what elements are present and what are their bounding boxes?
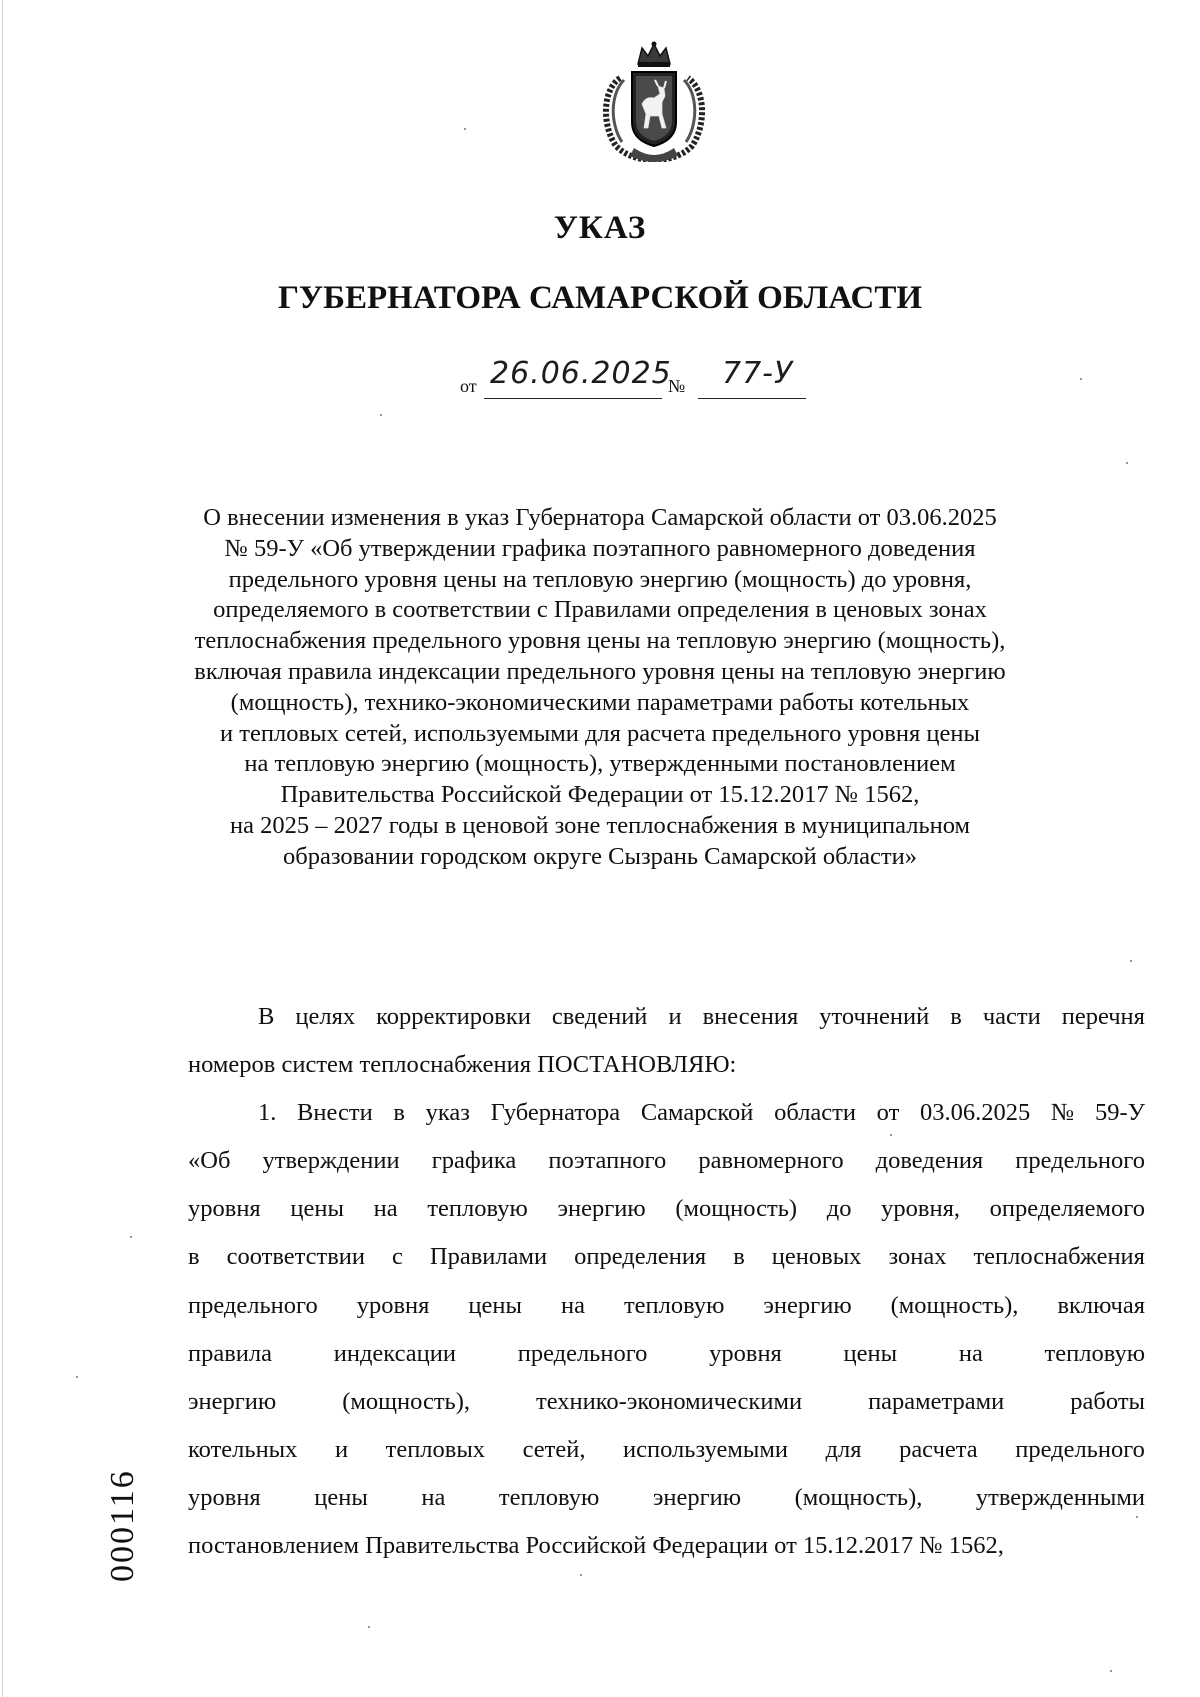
body-word: тепловую xyxy=(1044,1339,1145,1367)
body-line xyxy=(188,1089,1145,1137)
body-line xyxy=(188,1474,1145,1522)
subject-line: на 2025 – 2027 годы в ценовой зоне теплоснабжения в муниципальном xyxy=(229,811,971,839)
body-word: 59-У xyxy=(1094,1099,1145,1127)
scan-speck xyxy=(580,1574,582,1576)
date-underline xyxy=(484,398,662,399)
body-word: корректировки xyxy=(376,1003,531,1030)
body-word: тепловую xyxy=(427,1195,528,1223)
scan-speck xyxy=(1126,462,1128,464)
subject-line: включая правила индексации предельного уровня цены на тепловую энергию xyxy=(194,657,1006,685)
body-word: правила xyxy=(188,1339,273,1367)
body-word: включая xyxy=(1057,1291,1145,1319)
body-line xyxy=(188,1233,1145,1281)
body-word: уровня xyxy=(356,1291,430,1319)
body-word: тепловых xyxy=(385,1435,486,1463)
body-word: на xyxy=(373,1195,398,1223)
body-word: зонах xyxy=(888,1243,947,1271)
body-word: утвержденными xyxy=(975,1483,1145,1511)
body-word: № xyxy=(1050,1099,1075,1127)
body-word: тепловую xyxy=(498,1483,600,1511)
date-prefix: от xyxy=(460,376,477,396)
body-word: расчета xyxy=(899,1435,978,1463)
number-underline xyxy=(698,398,806,399)
body-line xyxy=(188,1426,1145,1474)
body-line: постановлением Правительства Российской Федерации от 15.12.2017 № 1562, xyxy=(188,1532,1004,1560)
body-word: параметрами xyxy=(868,1387,1005,1415)
body-word: уровня xyxy=(188,1195,261,1223)
body-word: котельных xyxy=(188,1435,298,1463)
body-word: уровня, xyxy=(881,1195,960,1223)
body-word: предельного xyxy=(188,1291,318,1319)
body-word: области xyxy=(774,1099,856,1127)
body-word: уровня xyxy=(188,1483,261,1511)
subject-line: О внесении изменения в указ Губернатора Самарской области от 03.06.2025 xyxy=(203,504,997,531)
body-word: (мощность) xyxy=(675,1195,798,1223)
body-word: и xyxy=(668,1003,682,1030)
body-word: «Об xyxy=(188,1147,231,1175)
scan-speck xyxy=(464,128,466,130)
subject-line: определяемого в соответствии с Правилами определения в ценовых зонах xyxy=(213,596,987,624)
body-word: соответствии xyxy=(226,1243,366,1271)
body-word: определения xyxy=(574,1243,707,1271)
subject-line: предельного уровня цены на тепловую энергию (мощность) до уровня, xyxy=(228,565,972,593)
subject-line: теплоснабжения предельного уровня цены на тепловую энергию (мощность), xyxy=(194,627,1006,655)
subject-line: образовании городском округе Сызрань Самарской области» xyxy=(282,842,917,870)
body-word: цены xyxy=(468,1291,522,1319)
body-word: целях xyxy=(295,1003,356,1030)
body-word: ценовых xyxy=(771,1243,862,1271)
body-word: в xyxy=(393,1099,405,1127)
body-word: до xyxy=(826,1195,852,1223)
body-word: 1. xyxy=(258,1099,277,1127)
body-word: Самарской xyxy=(640,1099,754,1127)
body-word: поэтапного xyxy=(548,1147,667,1175)
body-word: цены xyxy=(314,1483,368,1511)
body-word: указ xyxy=(425,1099,470,1127)
document-title: УКАЗ xyxy=(553,210,647,246)
body-word: энергию xyxy=(188,1387,277,1415)
scan-speck xyxy=(380,414,382,416)
body-word: технико-экономическими xyxy=(536,1387,803,1415)
body-word: используемыми xyxy=(623,1435,788,1463)
body-line xyxy=(188,1378,1145,1426)
body-word: перечня xyxy=(1061,1003,1145,1030)
body-word: от xyxy=(876,1099,900,1127)
subject-line: и тепловых сетей, используемыми для расчета предельного уровня цены xyxy=(220,719,980,747)
body-word: графика xyxy=(431,1147,517,1175)
body-line xyxy=(188,1137,1145,1185)
body-line xyxy=(188,993,1145,1041)
body-word: энергию xyxy=(652,1483,742,1511)
body-word: работы xyxy=(1070,1387,1145,1415)
decree-number-handwritten: 77-У xyxy=(722,356,794,391)
body-line xyxy=(188,1282,1145,1330)
body-word: 03.06.2025 xyxy=(919,1099,1031,1127)
decree-date-handwritten: 26.06.2025 xyxy=(490,356,672,391)
body-word: в xyxy=(188,1243,200,1271)
body-word: на xyxy=(421,1483,446,1511)
decree-body xyxy=(188,993,1145,1570)
body-word: предельного xyxy=(1015,1147,1145,1175)
body-word: в xyxy=(733,1243,745,1271)
body-word: предельного xyxy=(517,1339,648,1367)
body-line xyxy=(188,1330,1145,1378)
decree-dateline xyxy=(460,356,880,400)
scan-speck xyxy=(130,1236,132,1238)
body-word: Внести xyxy=(297,1099,373,1127)
body-word: цены xyxy=(843,1339,898,1367)
body-word: с xyxy=(392,1243,403,1271)
body-line xyxy=(188,1185,1145,1233)
subject-line: на тепловую энергию (мощность), утвержденными постановлением xyxy=(244,750,956,778)
body-word: индексации xyxy=(333,1339,456,1367)
decree-subject xyxy=(150,503,1050,873)
scan-speck xyxy=(1080,378,1082,380)
scan-speck xyxy=(368,1626,370,1628)
body-word: Правилами xyxy=(429,1243,548,1271)
body-word: (мощность), xyxy=(890,1291,1019,1319)
body-word: тепловую xyxy=(623,1291,725,1319)
body-word: (мощность), xyxy=(342,1387,471,1415)
body-word: и xyxy=(334,1435,349,1463)
body-word: утверждении xyxy=(262,1147,400,1175)
body-word: Губернатора xyxy=(490,1099,621,1127)
body-word: равномерного xyxy=(698,1147,844,1175)
body-word: предельного xyxy=(1015,1435,1145,1463)
body-word: доведения xyxy=(875,1147,984,1175)
body-word: в xyxy=(950,1003,962,1030)
body-word: теплоснабжения xyxy=(973,1243,1145,1271)
subject-line: № 59-У «Об утверждении графика поэтапного равномерного доведения xyxy=(224,534,976,562)
body-word: на xyxy=(560,1291,585,1319)
body-word: энергию xyxy=(763,1291,852,1319)
body-word: внесения xyxy=(702,1003,799,1030)
scan-speck xyxy=(1130,960,1132,962)
body-word: уровня xyxy=(709,1339,782,1367)
body-word: энергию xyxy=(557,1195,646,1223)
body-word: для xyxy=(825,1435,862,1463)
body-word: сведений xyxy=(551,1003,648,1030)
body-word: на xyxy=(958,1339,983,1367)
registration-stamp-number: 000116 xyxy=(104,1469,141,1582)
body-word: уточнений xyxy=(819,1003,930,1030)
body-word: определяемого xyxy=(989,1195,1145,1223)
document-issuer: ГУБЕРНАТОРА САМАРСКОЙ ОБЛАСТИ xyxy=(277,280,923,316)
coat-of-arms-icon xyxy=(594,40,714,162)
subject-line: (мощность), технико-экономическими параметрами работы котельных xyxy=(230,688,970,716)
number-sign: № xyxy=(668,376,686,396)
body-line: номеров систем теплоснабжения ПОСТАНОВЛЯЮ: xyxy=(188,1051,737,1079)
body-word: цены xyxy=(290,1195,344,1223)
scan-speck xyxy=(1110,1670,1112,1672)
body-word: сетей, xyxy=(522,1435,586,1463)
body-word: части xyxy=(982,1003,1041,1030)
body-word: (мощность), xyxy=(794,1483,923,1511)
scan-speck xyxy=(76,1376,78,1378)
subject-line: Правительства Российской Федерации от 15.12.2017 № 1562, xyxy=(280,781,920,809)
body-word: В xyxy=(258,1003,275,1030)
scan-edge-line xyxy=(2,0,3,1697)
